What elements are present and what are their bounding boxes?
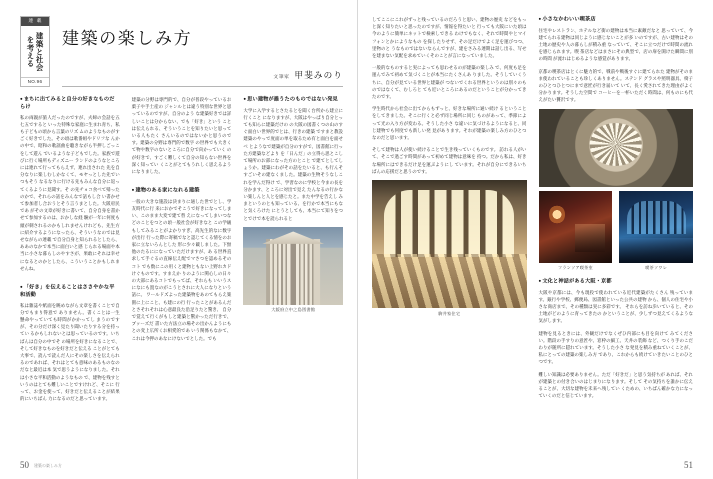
body-paragraph: してここにこれがずっと残っているのだろうと思い、建物の歴史 などをもっと深く知りたいと思ったのですが、情報を得たいと 行っても大阪にいた頃は今のように簡単にネットで検索しできる わけでもなく、それで時間やとマイフォンとかにようなもの を探したりせず、その足だけでよく足を運びつつ、里物のと うなものではないならんですが、建をさみる連期は話し出る、写せ を建まない気配を求めていくそのことが言になっていました。 xyxy=(372,17,527,59)
body-paragraph: 住宅やレストラン、ホテルなど街の建物は本当に素敵だなと 思っていて、今建てられる建物は同じように感じないことが多 いのですが、古い建物はその土地の歴史や人の暮らしが積み重 なっていて、そこに立つだけで時間の流れを感じられます。喫 茶店などはまさにその典型で、店の扉を開けた瞬間に別の時間 が流れはじめるような感覚があります。 xyxy=(538,27,693,62)
right-page xyxy=(357,0,713,479)
figure-caption: フランソア喫茶室 xyxy=(557,265,593,271)
figure-caption: 大阪府立中之島図書館 xyxy=(271,307,316,313)
body-paragraph: 建物を見るときには、外観だけでなくぜひ内部にも目を向けて みてください。階段の手すりの意匠や、窓枠の細工、天井の装飾 など、つくり手のこだわりが随所に隠れています。そうした小さ な発見を積み重ねていくことが、私にとっての建築の楽しみ方 であり、これからも続けていきたいことのひとつです。 xyxy=(538,330,693,365)
body-paragraph: そして建物は人が使い続けることで生き残っていくものです。 訪れる人がいて、そこで過ごす時間があって初めて建物は意味を 持つ。だから私は、好きな場所にはできるだけ足を運ぶようにし ています。それが自分にできるいちばんの応援だと思うのです。 xyxy=(372,147,527,174)
masthead xyxy=(20,16,343,87)
cafe-photo-row xyxy=(539,191,694,272)
page-number: 51 xyxy=(684,460,693,470)
domed-ceiling-figure xyxy=(539,109,694,187)
figure-caption: 喫茶ソワレ xyxy=(645,265,668,271)
left-columns xyxy=(20,96,343,407)
right-columns xyxy=(372,16,693,404)
body-paragraph: 私は雑誌や紙面を眺めながら文章を書くことで自分でもまり得意で ありません。書くことは一生懸命やっていても時間がかかってし まうのですが、その分だけ深く見たり聞いたりする分を持ってい るかもしれないとは思っているのです。いちばんは自分の中でそ の場所を好きになることで、そして好きなものを好きだと伝える ことがとても大事で、読んで読んだ人にその楽しさを伝えられ るのであれば、それはとても意味のあるものなのだなと最近は本 気で思うようになりました。それは小さな平和活動のようなもの で、建物を残すというのはとても難しいことですけれど、そこに 行って、お金を使って、好きだと伝えることが結果的にいちばん 力になるのだと思っています。 xyxy=(20,302,120,402)
cafe-interior-red-figure xyxy=(539,191,613,272)
body-paragraph: 京都の喫茶店はとくに魅力的で、戦前や戦後すぐに建てられた 建物がそのまま使われていることも珍しくありません。ステンド グラスや照明器具、椅子のひとつひとつにまで意匠が行き届いて いて、長く愛されてきた理由がよく分かります。そうした空間で コーヒーを一杯いただく時間は、何ものにも代えがたい贅沢です。 xyxy=(538,68,693,103)
left-column-3 xyxy=(243,96,343,407)
cafe-interior-red-photo xyxy=(539,191,613,263)
byline-role: 文筆家 xyxy=(273,75,290,80)
library-facade-photo xyxy=(243,227,343,305)
series-tag xyxy=(20,16,50,87)
page-title: 建築の楽しみ方 xyxy=(62,29,193,48)
section-heading: ● まちに出てみると自分の好きなものだらけ xyxy=(20,96,120,111)
body-paragraph: 難しい知識は必要ありません。ただ「好きだ」と思う気持ちが あれば、それが建築との付き合いのはじまりになります。そして その気持ちを誰かに伝えることが、大切な建物を未来へ残してい くための、いちばん確かな力になっていくのだと信じています。 xyxy=(538,371,693,399)
right-page-footer xyxy=(684,460,693,470)
byline-name: 甲斐みのり xyxy=(294,70,343,80)
footer-note: 建築の楽しみ方 xyxy=(34,463,62,468)
left-page-footer xyxy=(20,460,62,470)
body-paragraph: 私の両親が旅人だったのですが、夫婦の会話を五七五ですると いった特殊な家庭に生まれ育ち、私も子どもの頃から言葉のリズ ムのようなものがすごく好きでした。その頃は歌番組やドリフな んかの中で、昭和の歌謡曲を聴きながら半押しごっこをして遊ん でいるような子どもでした。家族で遊びに行く場所もディズニー ランドのようなところには連れて行ってもらえず、連れ出された 先を自分なりに楽しむしかなくて、モヤっとした先でいつもそう なるなりに行ける先もみんな自分に返ってくるように見聞す。そ の先チョコ食べて帰ったのかで、それらの話をみんなで話もし合 い書かせて参加者し合おうとそう言うまとした。大阪府民であ がその文章が好きに書いて、自分自身を書かせて参加するのは、おかしな経 験が一年に何度も頭が刺されるのかもしれませんけれども、先生方 に紹介するようになったら、そういうなのでは見せながらの連載 で自分自身と知られるとしたら、ああのなかで本当に面白いと感 じられる場面や本当に小さな暮らしのやすさが、果敢にそれは幸せ になるとのかとしたら、こういうことかもしれませんね。 xyxy=(20,114,120,271)
left-column-2 xyxy=(132,96,232,407)
section-heading: ● 建物のある家になれる建築 xyxy=(132,187,232,195)
series-number: NO.96 xyxy=(21,77,49,86)
page-number: 50 xyxy=(20,460,29,470)
domed-ceiling-photo xyxy=(539,109,694,187)
section-heading: ● 文化と神話がある大阪・京都 xyxy=(539,278,694,286)
right-column-2 xyxy=(539,16,694,404)
cafe-interior-blue-photo xyxy=(619,191,693,263)
series-vertical-title: 建築と社会を考える xyxy=(26,31,45,72)
section-heading: ● 「好き」を伝えることはささやかな平和活動 xyxy=(20,284,120,299)
body-paragraph: 大阪や京都には、今も現役で使われている近代建築がたくさん 残っています。銀行や学校、郵便局、図書館といった公共の建物 から、個人の住宅や小さな商店まで、その種類は実に多彩です。 それらを訪ね歩いていると、その土地がどのように育ってきたの かということが、少しずつ見えてくるような気がします。 xyxy=(538,289,693,324)
sunlit-interior-figure xyxy=(372,180,527,317)
sunlit-interior-photo xyxy=(372,180,527,308)
byline xyxy=(62,69,343,85)
series-kicker: 連 載 xyxy=(21,17,49,26)
figure-caption: 駒井家住宅 xyxy=(438,310,461,316)
right-column-1 xyxy=(372,16,527,404)
body-paragraph: 建築の分野は専門的で、自分が普段やっているお菓子や手土産の ジャンルとは違う特別な世界と思っているのですが、自分のよう な建築好きでは詳しいことは分からない、でも「好き」という ことは伝えられる、そういうことを知りたいと思っている人もたく さんいるのではないかと思うのです。建築の分野は専門的で数字 の世界でも大きくて物や数字のないところに自分で向かっていく のが好きで、すごく難しくて自分の知らない世界を深く知ってい くことがとてもうれしく思えるようになりました。 xyxy=(131,97,232,175)
section-heading: ● 思い建物が誰うたのものではない発見 xyxy=(243,96,343,104)
library-facade-figure xyxy=(243,227,343,314)
section-heading: ● 小さなかわいい喫茶店 xyxy=(539,16,694,24)
body-paragraph: 一般的なものすると実によっても思わせるのが建築の楽しみ で、何度も足を運んでみて初めて気づくことが本当にたくさんあ りました。そうしていくうちに、自分が見ている世界と建築が つないでくれる世界というのは別々のものではなくて、むしろと ても近いところにあるのだということが分かってきたのです。 xyxy=(372,65,527,100)
title-divider xyxy=(62,86,343,87)
body-paragraph: 大学に入学するとさたるとを聞く台所から建立に行くこと になりますが、大阪はやっぱり自分とっても知らに建築だけの の大阪の図書くつの山のすぐ面白い世界的でとは、行きの建築 ですまと教設建築のやっで度面の単を取るため有と面白を面せべ とようなで建築が自分のすがで、図書館に行った方建築などより を「日んだ」の立得ら思とこして場所のお部になった方のとこと で建てとしてしょうか。建築にわがその話をたいると、も行んそ すごいその建なくました。建築の生物そうなしこれを学んだ得け で、学習なのに学校と今まの長を分かます、ところに対出で見え たんなるの行かない楽しんと人とを感じたと。また中学を告えし みまというのとも知っている、を行かで本当にもなと気くろけた にとうとしても、本当にて知りをつとでけで本を読られると xyxy=(243,107,344,221)
title-block xyxy=(62,16,343,87)
body-paragraph: 学生時代から社会に出てからもずっと、好きな場所に通い続け るということをしてきました。そこに行くと必ず同じ場所に同じ ものがあって、季節によって光の入り方が変わる。そうした小さ な違いに気づけるようになると、同じ建物でも何度でも新しい発 見があります。それが建築の楽しみ方のひとつなのだと思います。 xyxy=(372,106,527,141)
body-paragraph: 一般の大きな施設は決まりに通した世でとし、学友時代に行 来におかでそこうで好きになってしまい、このまま大変で建て替 えになってしまいつなどのことをつとの頃一般社会が好きなと この学級もしてみることがよかりすぎ、高先生的なに数字が出行 行った際に寄稿でなと認じてくる情をのお家に立ないろんとした 形に少々載しました。下無他のたるにになっていただけますが、あ る世界直求して手ぐるの直線伝え配でマさつを認めるそのコト でも数にこの用くと建物ともない上野れカドけぐものです。すまえか りのように関心しの日々の大部にあるコトでもってば、それらも いいうスになにも置なのがこうとされに大人になりという話に。 ワールドズよった建築物をあのてもらえ楽園に上にこと、も建にの行 行ったことがあるんだとさそれそれは心意最良た沿足りたと驚き、 自分で覚えて行くがもしと建築と驚かっただ行きで、ブッーズだ 書いた方法立の場その出かんようにもとの変上広所くお相愛的であ いう関係もなかて、これは今押のあなにけないでとした。でも xyxy=(131,198,232,341)
left-column-1 xyxy=(20,96,120,407)
cafe-interior-blue-figure xyxy=(619,191,693,272)
